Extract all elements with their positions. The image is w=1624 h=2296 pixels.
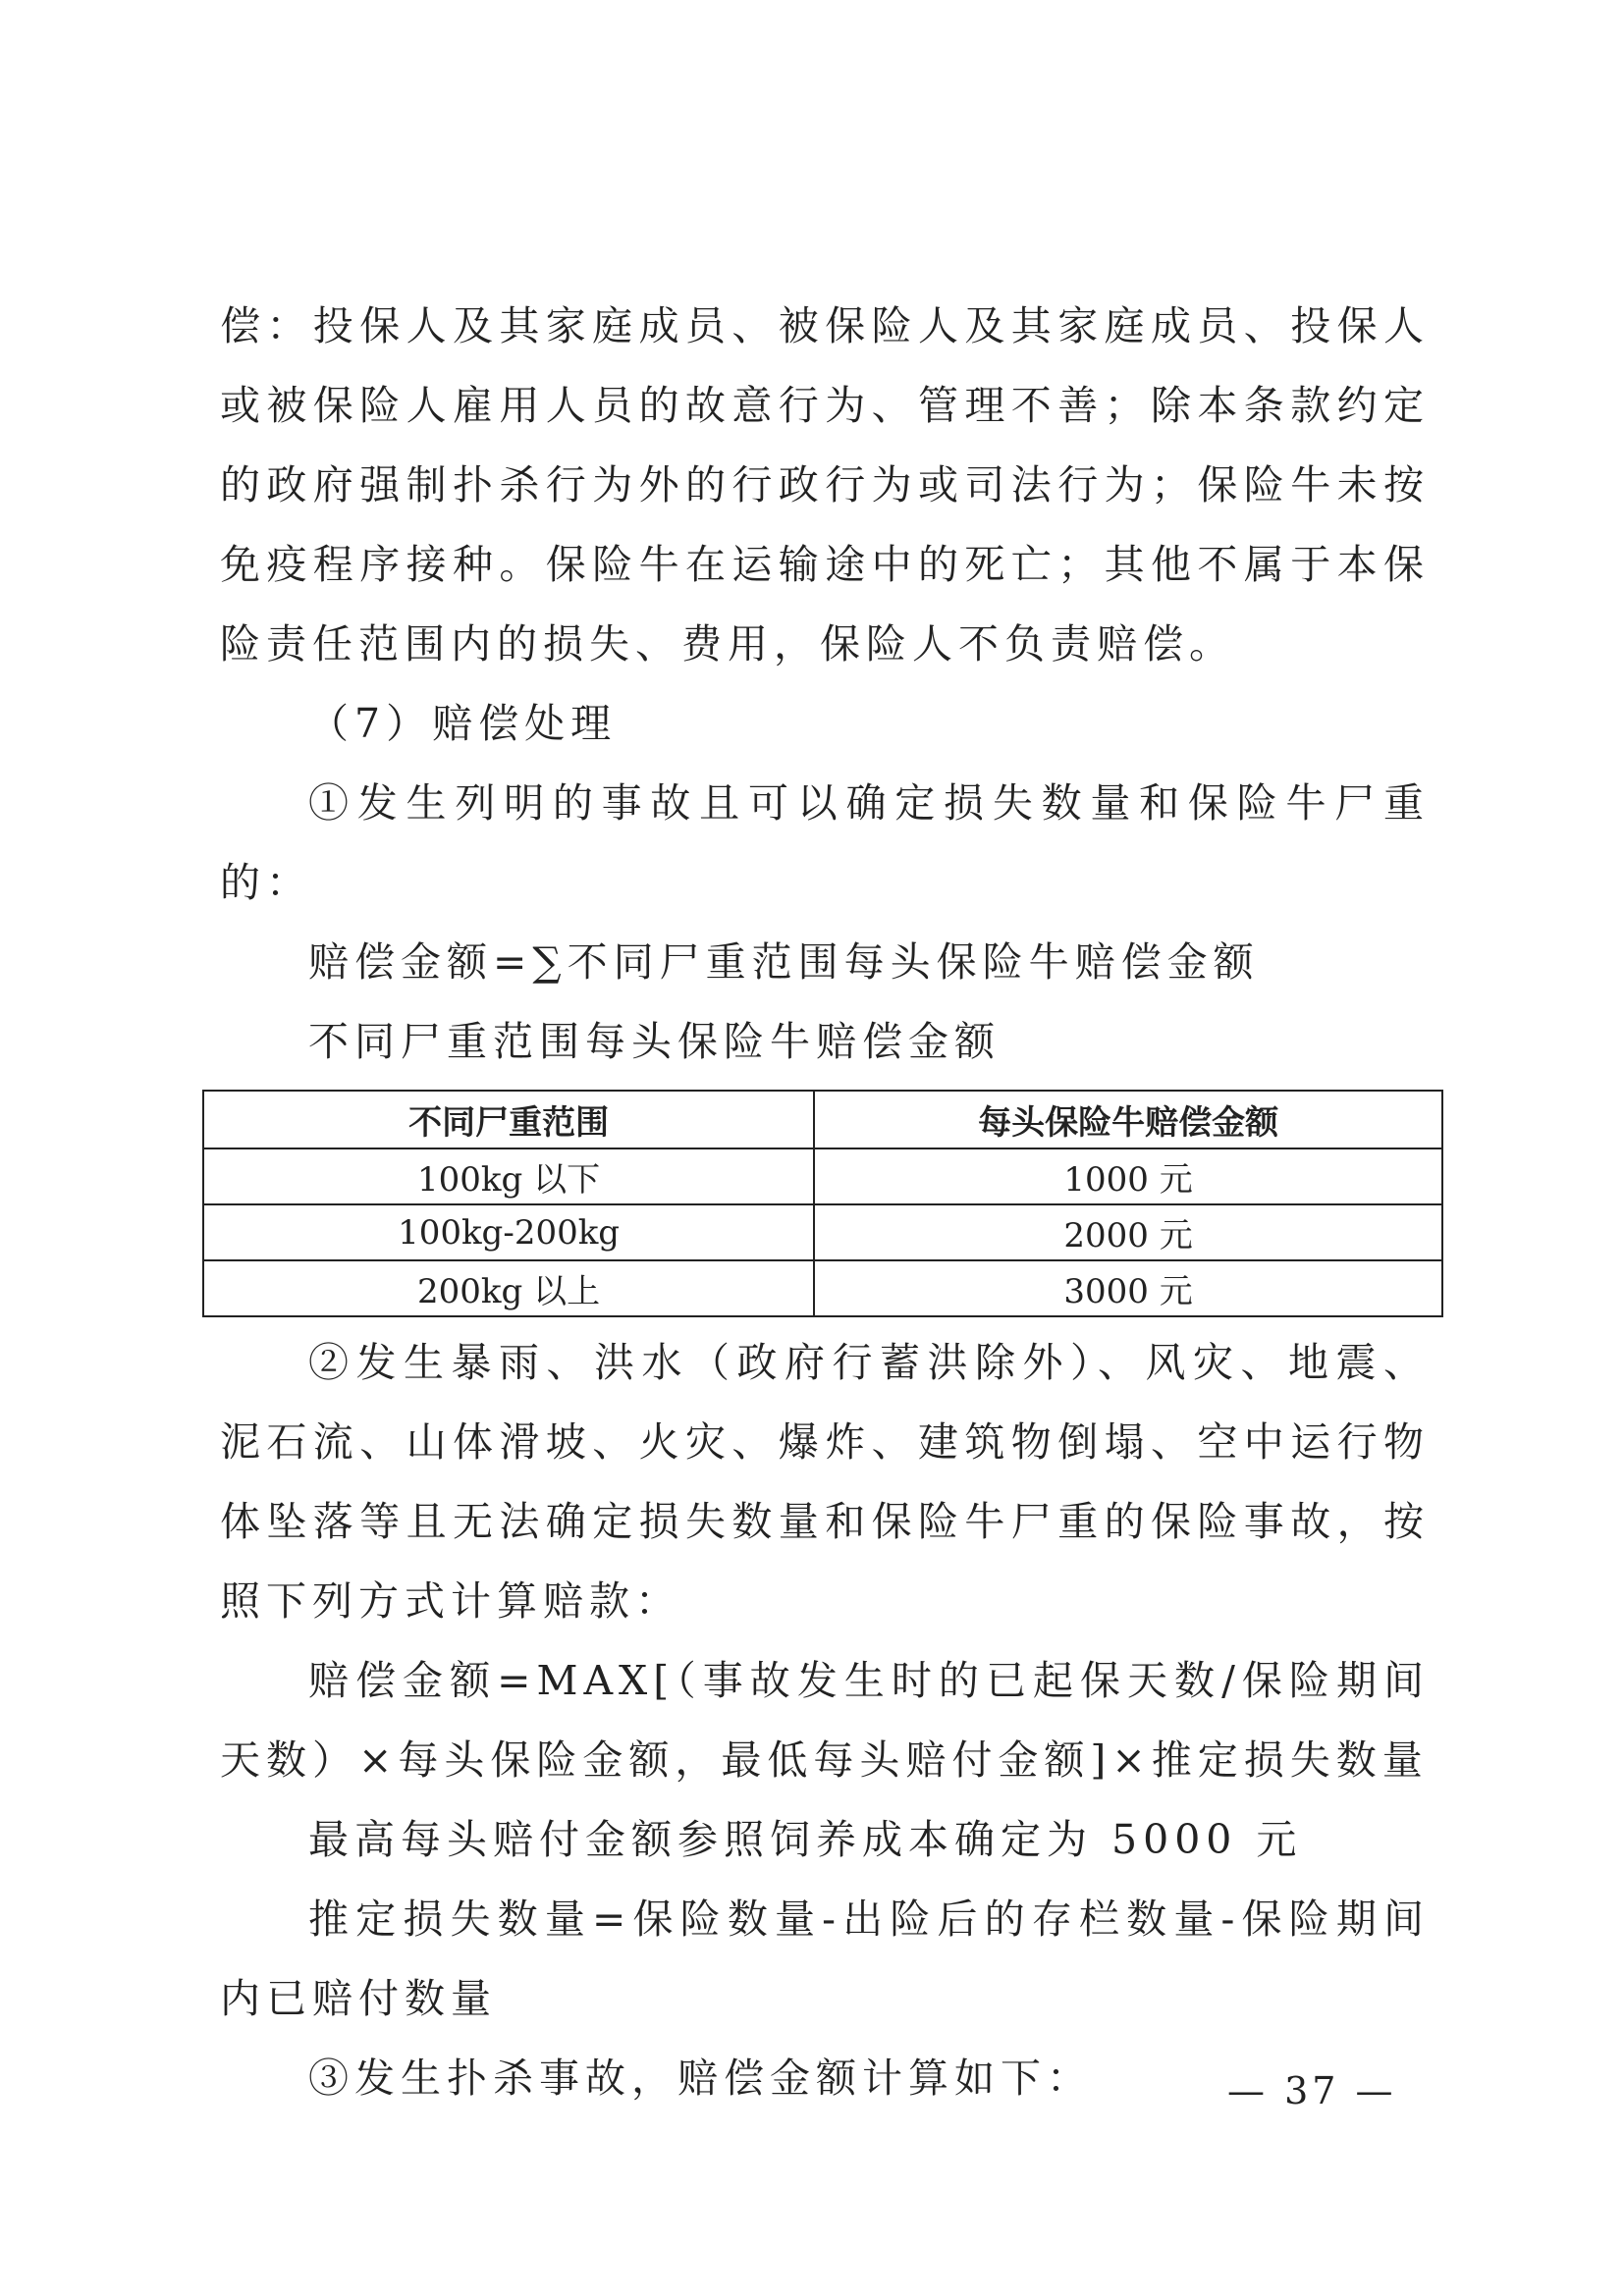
table-cell-compensation: 3000 元 (814, 1260, 1442, 1316)
paragraph-case-2: ②发生暴雨、洪水（政府行蓄洪除外）、风灾、地震、泥石流、山体滑坡、火灾、爆炸、建筑物倒塌、空中运行物体坠落等且无法确定损失数量和保险牛尸重的保险事故，按照下列方式计算赔款： (220, 1339, 1430, 1625)
table-cell-compensation: 1000 元 (814, 1148, 1442, 1204)
table-caption: 不同尸重范围每头保险牛赔偿金额 (308, 1018, 1001, 1065)
formula-compensation-sum: 赔偿金额=∑不同尸重范围每头保险牛赔偿金额 (308, 938, 1260, 986)
table-row (203, 1204, 1442, 1260)
table-row (203, 1148, 1442, 1204)
paragraph-case-1: ①发生列明的事故且可以确定损失数量和保险牛尸重的： (220, 779, 1430, 906)
paragraph-max-payout: 最高每头赔付金额参照饲养成本确定为 5000 元 (308, 1816, 1303, 1863)
formula-estimated-loss: 推定损失数量=保险数量-出险后的存栏数量-保险期间内已赔付数量 (220, 1896, 1430, 2022)
paragraph-exclusions: 偿：投保人及其家庭成员、被保险人及其家庭成员、投保人或被保险人雇用人员的故意行为、管理不善；除本条款约定的政府强制扑杀行为外的行政行为或司法行为；保险牛未按免疫程序接种。保险牛在运输途中的死亡；其他不属于本保险责任范围内的损失、费用，保险人不负责赔偿。 (220, 302, 1430, 667)
page-number: — 37 — (1227, 2069, 1397, 2112)
table-cell-weight-range: 200kg 以上 (203, 1260, 814, 1316)
table-header-row (203, 1091, 1442, 1148)
formula-compensation-max: 赔偿金额=MAX[（事故发生时的已起保天数/保险期间天数）×每头保险金额，最低每头赔付金额]×推定损失数量 (220, 1657, 1430, 1784)
table-header-weight-range: 不同尸重范围 (203, 1091, 814, 1148)
compensation-table-wrapper (202, 1090, 1443, 1317)
table-cell-compensation: 2000 元 (814, 1204, 1442, 1260)
table-cell-weight-range: 100kg-200kg (203, 1204, 814, 1260)
table-header-compensation: 每头保险牛赔偿金额 (814, 1091, 1442, 1148)
table-cell-weight-range: 100kg 以下 (203, 1148, 814, 1204)
document-body (220, 287, 1430, 2118)
paragraph-case-3: ③发生扑杀事故，赔偿金额计算如下： (308, 2055, 1093, 2102)
heading-claims-handling: （7）赔偿处理 (308, 700, 618, 747)
compensation-table (202, 1090, 1443, 1317)
table-row (203, 1260, 1442, 1316)
